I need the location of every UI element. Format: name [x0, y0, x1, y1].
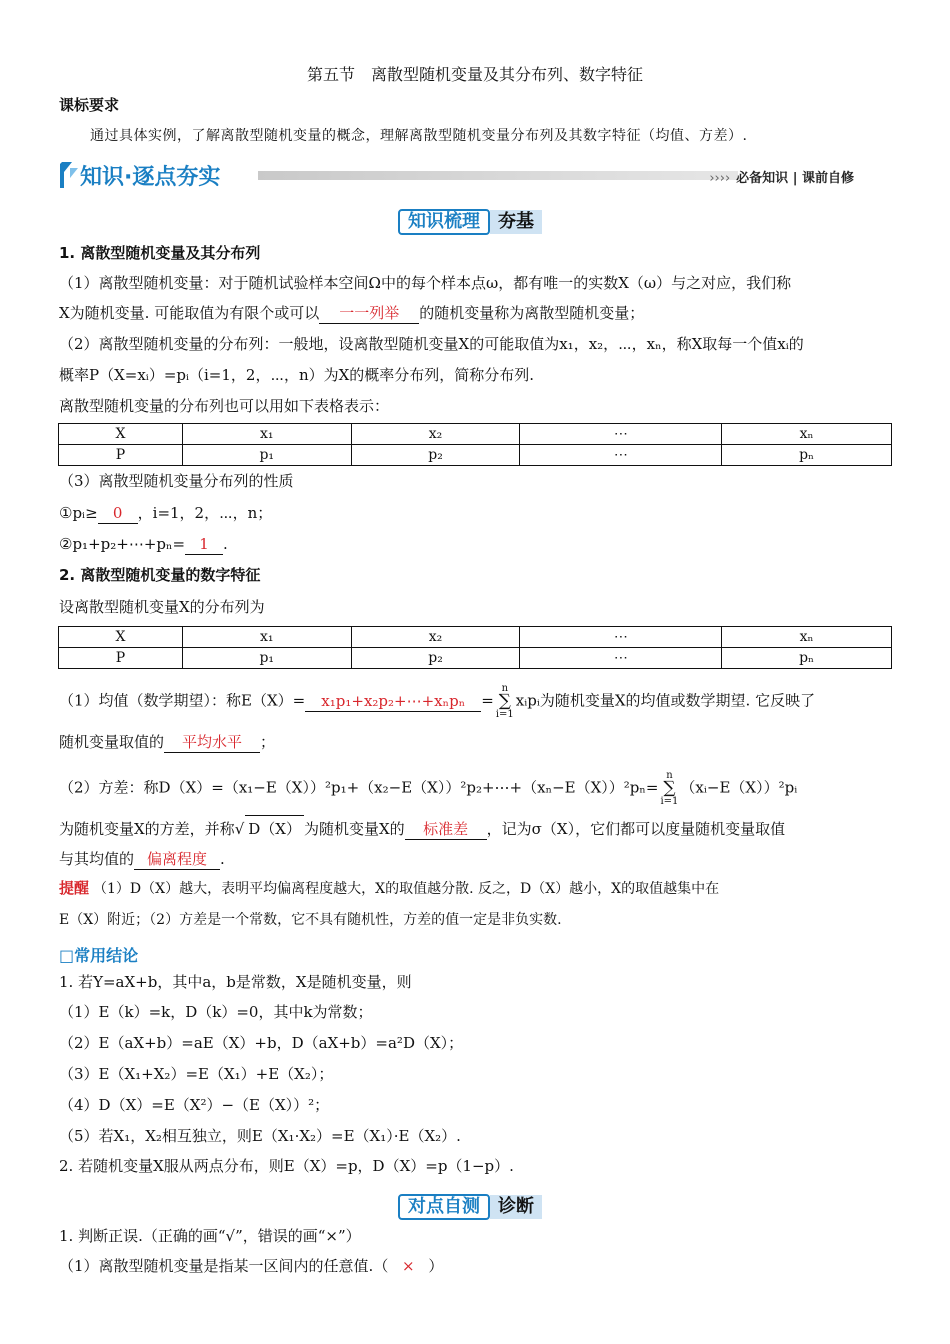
tag-selftest-box: 对点自测 [398, 1194, 490, 1220]
table-cell: x₂ [351, 627, 520, 648]
table-row [59, 627, 892, 648]
sec1-p3: 离散型随机变量的分布列也可以用如下表格表示： [59, 397, 390, 415]
sqrt-body: D（X） [245, 815, 304, 842]
table-cell: p₂ [351, 648, 520, 669]
answer-mark: × [402, 1257, 415, 1275]
table-cell: ⋯ [520, 648, 722, 669]
curriculum-heading: 课标要求 [59, 96, 120, 114]
answer-blank-std: 标准差 [405, 819, 487, 840]
table-cell: pₙ [722, 648, 892, 669]
banner-arrows-icon: ›››› [709, 171, 731, 186]
sec1-p2a: （2）离散型随机变量的分布列：一般地，设离散型随机变量X的可能取值为x₁，x₂，⋯，xₙ，称X取每一个值xᵢ的 [59, 335, 804, 353]
answer-blank-avg: 平均水平 [164, 732, 260, 753]
tag-knowledge [398, 208, 542, 236]
banner-title: 知识·逐点夯实 [80, 165, 221, 190]
tip-line1: 提醒 （1）D（X）越大，表明平均偏离程度越大，X的取值越分散. 反之，D（X）越小，X的取值越集中在 [59, 879, 720, 897]
sec1-p1-line2: X为随机变量. 可能取值为有限个或可以 一一列举 的随机变量称为离散型随机变量； [59, 304, 645, 322]
table-cell: p₁ [182, 445, 351, 466]
table-row [59, 648, 892, 669]
selftest-line1: 1. 判断正误.（正确的画“√”，错误的画“×”） [59, 1227, 361, 1245]
table-cell: ⋯ [520, 424, 722, 445]
table-cell: p₁ [182, 648, 351, 669]
distribution-table-2 [58, 626, 892, 669]
tip-line2: E（X）附近；（2）方差是一个常数，它不具有随机性，方差的值一定是非负实数. [59, 912, 562, 928]
sec2-intro: 设离散型随机变量X的分布列为 [59, 598, 265, 616]
table-cell: pₙ [722, 445, 892, 466]
page-title: 第五节 离散型随机变量及其分布列、数字特征 [306, 65, 643, 84]
table-cell: x₁ [182, 627, 351, 648]
banner-divider-bar [258, 171, 738, 180]
table-cell: x₁ [182, 424, 351, 445]
sec1-p5: ①pᵢ≥ 0 ，i=1，2，⋯，n； [59, 504, 273, 522]
conclusion-line: 2. 若随机变量X服从两点分布，则E（X）=p，D（X）=p（1−p）. [59, 1157, 514, 1175]
table-cell: X [59, 627, 183, 648]
sec2-mean: （1）均值（数学期望）：称E（X）= x₁p₁+x₂p₂+⋯+xₙpₙ = n ∑ i=1 xᵢpᵢ为随机变量X的均值或数学期望. 它反映了 [59, 683, 816, 720]
sec2-var-2: 为随机变量X的方差，并称√ D（X） 为随机变量X的 标准差 ，记为σ（X），它们都可以度量随机变量取值 [59, 815, 892, 842]
table-cell: ⋯ [520, 445, 722, 466]
sec2-var-3: 与其均值的 偏离程度 . [59, 850, 225, 868]
sum-operator: n ∑ i=1 [660, 770, 679, 807]
curriculum-text: 通过具体实例，了解离散型随机变量的概念，理解离散型随机变量分布列及其数字特征（均值、方差）. [90, 128, 748, 144]
conclusion-line: （2）E（aX+b）=aE（X）+b，D（aX+b）=a²D（X）； [59, 1034, 464, 1052]
answer-blank-3: 1 [185, 534, 223, 555]
table-cell: X [59, 424, 183, 445]
selftest-line2: （1）离散型随机变量是指某一区间内的任意值.（ × ） [59, 1253, 892, 1279]
section2-heading: 2. 离散型随机变量的数字特征 [59, 566, 261, 584]
conclusion-line: （4）D（X）=E（X²）−（E（X））²； [59, 1096, 330, 1114]
table-cell: x₂ [351, 424, 520, 445]
banner-divider: | [792, 171, 798, 186]
answer-blank-1: 一一列举 [319, 303, 419, 324]
table-row [59, 445, 892, 466]
conclusion-line: （1）E（k）=k，D（k）=0，其中k为常数； [59, 1003, 373, 1021]
banner-label-a: 必备知识 [736, 171, 789, 186]
conclusion-line: 1. 若Y=aX+b，其中a，b是常数，X是随机变量，则 [59, 973, 412, 991]
sqrt-icon: √ [234, 820, 245, 838]
banner-label-b: 课前自修 [801, 171, 854, 186]
sec1-p1a: （1）离散型随机变量：对于随机试验样本空间Ω中的每个样本点ω，都有唯一的实数X（ω）与之对应，我们称 [59, 274, 792, 292]
sec1-p2b: 概率P（X=xᵢ）=pᵢ（i=1，2，⋯，n）为X的概率分布列，简称分布列. [59, 366, 535, 384]
section-banner [58, 158, 892, 192]
sec1-p6: ②p₁+p₂+⋯+pₙ= 1 . [59, 535, 228, 553]
table-cell: P [59, 648, 183, 669]
sec1-p4: （3）离散型随机变量分布列的性质 [59, 472, 294, 490]
table-cell: xₙ [722, 627, 892, 648]
table-cell: p₂ [351, 445, 520, 466]
tag-knowledge-rest: 夯基 [490, 210, 542, 234]
distribution-table-1 [58, 423, 892, 466]
table-row [59, 424, 892, 445]
table-cell: P [59, 445, 183, 466]
tag-selftest-rest: 诊断 [490, 1195, 542, 1219]
conclusions-heading: □常用结论 [59, 946, 139, 965]
sec2-mean-2: 随机变量取值的 平均水平 ； [59, 733, 276, 751]
banner-right-label [709, 167, 854, 186]
tip-label: 提醒 [59, 879, 90, 897]
answer-blank-mean: x₁p₁+x₂p₂+⋯+xₙpₙ [305, 691, 481, 712]
table-cell: ⋯ [520, 627, 722, 648]
tag-selftest [398, 1193, 542, 1221]
tag-knowledge-box: 知识梳理 [398, 209, 490, 235]
answer-blank-dev: 偏离程度 [134, 849, 220, 870]
table-cell: xₙ [722, 424, 892, 445]
section1-heading: 1. 离散型随机变量及其分布列 [59, 244, 261, 262]
sum-operator: n ∑ i=1 [495, 683, 514, 720]
conclusion-line: （5）若X₁，X₂相互独立，则E（X₁·X₂）=E（X₁）·E（X₂）. [59, 1127, 461, 1145]
answer-blank-2: 0 [98, 503, 138, 524]
conclusion-line: （3）E（X₁+X₂）=E（X₁）+E（X₂）； [59, 1065, 334, 1083]
sec2-var: （2）方差：称D（X）=（x₁−E（X））²p₁+（x₂−E（X））²p₂+⋯+（xₙ−E（X））²pₙ= n ∑ i=1 （xᵢ−E（X））²pᵢ [59, 770, 798, 807]
